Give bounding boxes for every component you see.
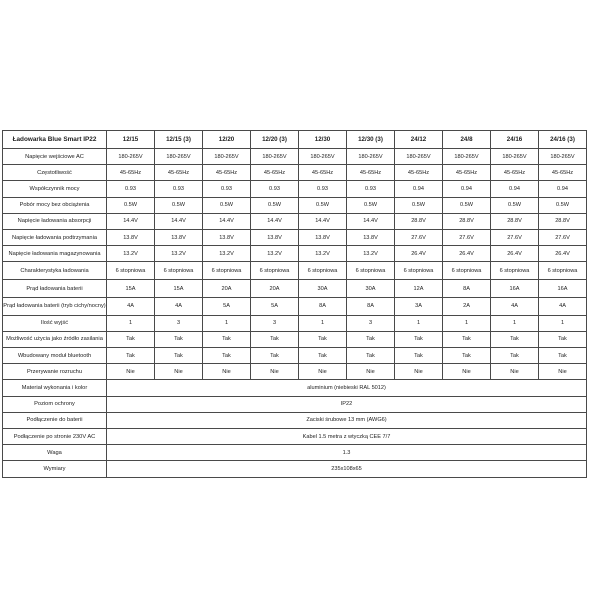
table-cell: Tak (539, 348, 587, 364)
merged-row (3, 396, 587, 412)
table-cell: 28.8V (443, 213, 491, 229)
table-cell: Tak (395, 331, 443, 347)
table-row (3, 280, 587, 298)
table-cell: 180-265V (203, 149, 251, 165)
table-cell: 180-265V (251, 149, 299, 165)
table-cell: 16A (491, 280, 539, 298)
table-cell: 5A (251, 297, 299, 315)
table-cell: 14.4V (155, 213, 203, 229)
table-cell: 45-65Hz (299, 165, 347, 181)
table-cell: 3 (155, 315, 203, 331)
table-cell: Tak (203, 331, 251, 347)
merged-cell: Zaciski śrubowe 13 mm (AWG6) (107, 412, 587, 428)
table-cell: 1 (395, 315, 443, 331)
table-cell: Tak (443, 331, 491, 347)
table-cell: 13.2V (155, 246, 203, 262)
table-cell: 15A (107, 280, 155, 298)
table-cell: 13.2V (347, 246, 395, 262)
table-cell: 5A (203, 297, 251, 315)
table-cell: 1 (203, 315, 251, 331)
model-header: 12/30 (299, 131, 347, 149)
row-label: Współczynnik mocy (3, 181, 107, 197)
table-cell: 0.94 (443, 181, 491, 197)
table-cell: 3A (395, 297, 443, 315)
table-cell: Tak (155, 331, 203, 347)
row-label: Przerywanie rozruchu (3, 364, 107, 380)
table-cell: 14.4V (299, 213, 347, 229)
table-cell: 0.5W (155, 197, 203, 213)
table-cell: 14.4V (251, 213, 299, 229)
table-cell: 0.5W (347, 197, 395, 213)
table-cell: Nie (347, 364, 395, 380)
table-cell: 6 stopniowa (155, 262, 203, 280)
table-cell: 20A (203, 280, 251, 298)
table-cell: 0.94 (491, 181, 539, 197)
table-cell: Tak (491, 331, 539, 347)
table-cell: 1 (491, 315, 539, 331)
table-cell: 0.93 (347, 181, 395, 197)
table-row (3, 213, 587, 229)
table-cell: 28.8V (491, 213, 539, 229)
table-cell: 14.4V (347, 213, 395, 229)
row-label: Ilość wyjść (3, 315, 107, 331)
table-cell: 30A (299, 280, 347, 298)
spec-table (2, 130, 587, 478)
merged-cell: 1.3 (107, 445, 587, 461)
table-cell: 13.2V (251, 246, 299, 262)
table-cell: 27.6V (539, 229, 587, 245)
table-cell: 45-65Hz (155, 165, 203, 181)
row-label: Napięcie ładowania absorpcji (3, 213, 107, 229)
table-cell: 0.93 (107, 181, 155, 197)
merged-cell: aluminium (niebieski RAL 5012) (107, 380, 587, 396)
row-label: Charakterystyka ładowania (3, 262, 107, 280)
header-row (3, 131, 587, 149)
row-label: Napięcie wejściowe AC (3, 149, 107, 165)
table-cell: 4A (491, 297, 539, 315)
table-cell: 16A (539, 280, 587, 298)
table-cell: Nie (155, 364, 203, 380)
table-cell: Tak (491, 348, 539, 364)
table-cell: 6 stopniowa (107, 262, 155, 280)
row-label: Pobór mocy bez obciążenia (3, 197, 107, 213)
table-cell: 45-65Hz (491, 165, 539, 181)
table-cell: 20A (251, 280, 299, 298)
table-cell: Tak (107, 331, 155, 347)
model-header: 12/15 (107, 131, 155, 149)
table-row (3, 181, 587, 197)
table-cell: Tak (443, 348, 491, 364)
table-cell: Tak (155, 348, 203, 364)
table-cell: 13.2V (107, 246, 155, 262)
table-cell: Nie (251, 364, 299, 380)
table-cell: Tak (347, 348, 395, 364)
table-cell: 6 stopniowa (299, 262, 347, 280)
table-row (3, 348, 587, 364)
table-cell: 30A (347, 280, 395, 298)
table-cell: Tak (347, 331, 395, 347)
table-cell: 26.4V (491, 246, 539, 262)
table-cell: 0.5W (107, 197, 155, 213)
table-cell: 180-265V (539, 149, 587, 165)
table-cell: 13.2V (299, 246, 347, 262)
row-label: Prąd ładowania baterii (tryb cichy/nocny) (3, 297, 107, 315)
table-cell: 180-265V (107, 149, 155, 165)
table-cell: 180-265V (347, 149, 395, 165)
table-cell: 0.5W (203, 197, 251, 213)
table-cell: Tak (539, 331, 587, 347)
table-cell: 2A (443, 297, 491, 315)
model-header: 12/30 (3) (347, 131, 395, 149)
table-cell: 13.2V (203, 246, 251, 262)
table-row (3, 197, 587, 213)
table-cell: 0.93 (203, 181, 251, 197)
table-cell: 6 stopniowa (251, 262, 299, 280)
table-cell: Tak (299, 348, 347, 364)
row-label: Podłączenie do baterii (3, 412, 107, 428)
table-cell: 0.93 (299, 181, 347, 197)
row-label: Prąd ładowania baterii (3, 280, 107, 298)
merged-row (3, 429, 587, 445)
table-row (3, 297, 587, 315)
table-cell: 45-65Hz (347, 165, 395, 181)
merged-cell: IP22 (107, 396, 587, 412)
table-cell: 6 stopniowa (491, 262, 539, 280)
table-cell: 27.6V (443, 229, 491, 245)
table-cell: 1 (107, 315, 155, 331)
table-cell: 0.94 (395, 181, 443, 197)
table-row (3, 165, 587, 181)
table-cell: 8A (347, 297, 395, 315)
table-cell: Nie (299, 364, 347, 380)
table-cell: 0.5W (539, 197, 587, 213)
table-cell: 6 stopniowa (443, 262, 491, 280)
row-label: Wbudowany moduł bluetooth (3, 348, 107, 364)
table-cell: 45-65Hz (203, 165, 251, 181)
table-row (3, 364, 587, 380)
table-cell: 45-65Hz (539, 165, 587, 181)
table-row (3, 246, 587, 262)
table-cell: 14.4V (203, 213, 251, 229)
table-cell: Nie (395, 364, 443, 380)
table-row (3, 315, 587, 331)
model-header: 24/8 (443, 131, 491, 149)
table-cell: 4A (539, 297, 587, 315)
model-header: 24/16 (3) (539, 131, 587, 149)
table-cell: 26.4V (395, 246, 443, 262)
table-row (3, 331, 587, 347)
table-cell: 13.8V (251, 229, 299, 245)
table-cell: 0.5W (251, 197, 299, 213)
table-cell: 1 (443, 315, 491, 331)
table-cell: 1 (299, 315, 347, 331)
table-cell: 0.5W (299, 197, 347, 213)
table-cell: 8A (299, 297, 347, 315)
row-label: Podłączenie po stronie 230V AC (3, 429, 107, 445)
model-header: 24/16 (491, 131, 539, 149)
row-label: Napięcie ładowania podtrzymania (3, 229, 107, 245)
table-cell: 13.8V (347, 229, 395, 245)
table-cell: 28.8V (395, 213, 443, 229)
merged-row (3, 380, 587, 396)
row-label: Możliwość użycia jako źródło zasilania (3, 331, 107, 347)
table-cell: 3 (347, 315, 395, 331)
model-header: 12/20 (3) (251, 131, 299, 149)
table-cell: 6 stopniowa (347, 262, 395, 280)
table-cell: 6 stopniowa (539, 262, 587, 280)
table-cell: Nie (107, 364, 155, 380)
table-cell: Tak (251, 348, 299, 364)
table-cell: Tak (395, 348, 443, 364)
table-cell: 0.93 (251, 181, 299, 197)
merged-cell: Kabel 1.5 metra z wtyczką CEE 7/7 (107, 429, 587, 445)
row-label: Waga (3, 445, 107, 461)
table-cell: 15A (155, 280, 203, 298)
table-cell: Nie (491, 364, 539, 380)
row-label: Wymiary (3, 461, 107, 477)
table-cell: 13.8V (299, 229, 347, 245)
table-cell: 0.93 (155, 181, 203, 197)
row-label: Napięcie ładowania magazynowania (3, 246, 107, 262)
table-cell: 3 (251, 315, 299, 331)
model-header: 24/12 (395, 131, 443, 149)
merged-row (3, 461, 587, 477)
table-cell: Tak (251, 331, 299, 347)
table-cell: 45-65Hz (443, 165, 491, 181)
table-cell: Tak (299, 331, 347, 347)
merged-row (3, 445, 587, 461)
table-cell: Nie (203, 364, 251, 380)
table-cell: 0.5W (491, 197, 539, 213)
table-row (3, 262, 587, 280)
table-cell: 1 (539, 315, 587, 331)
table-cell: 4A (155, 297, 203, 315)
table-cell: 0.5W (395, 197, 443, 213)
table-cell: 180-265V (395, 149, 443, 165)
table-cell: 0.5W (443, 197, 491, 213)
table-cell: 26.4V (539, 246, 587, 262)
model-header: 12/15 (3) (155, 131, 203, 149)
table-cell: Tak (107, 348, 155, 364)
table-cell: 180-265V (443, 149, 491, 165)
table-cell: 13.8V (155, 229, 203, 245)
table-cell: 180-265V (491, 149, 539, 165)
table-cell: 13.8V (203, 229, 251, 245)
row-label: Poziom ochrony (3, 396, 107, 412)
table-cell: 45-65Hz (107, 165, 155, 181)
table-cell: 4A (107, 297, 155, 315)
table-cell: 8A (443, 280, 491, 298)
table-row (3, 229, 587, 245)
table-cell: 27.6V (395, 229, 443, 245)
table-cell: Nie (539, 364, 587, 380)
table-cell: 27.6V (491, 229, 539, 245)
table-cell: 14.4V (107, 213, 155, 229)
table-cell: 180-265V (155, 149, 203, 165)
table-cell: Nie (443, 364, 491, 380)
table-cell: 0.94 (539, 181, 587, 197)
merged-cell: 235x108x65 (107, 461, 587, 477)
table-title: Ładowarka Blue Smart IP22 (3, 131, 107, 149)
model-header: 12/20 (203, 131, 251, 149)
table-cell: 12A (395, 280, 443, 298)
table-cell: 45-65Hz (395, 165, 443, 181)
table-cell: 180-265V (299, 149, 347, 165)
table-cell: 28.8V (539, 213, 587, 229)
row-label: Częstotliwość (3, 165, 107, 181)
table-cell: Tak (203, 348, 251, 364)
table-row (3, 149, 587, 165)
table-cell: 6 stopniowa (395, 262, 443, 280)
table-cell: 45-65Hz (251, 165, 299, 181)
table-cell: 6 stopniowa (203, 262, 251, 280)
merged-row (3, 412, 587, 428)
table-cell: 13.8V (107, 229, 155, 245)
spec-body (3, 149, 587, 478)
table-cell: 26.4V (443, 246, 491, 262)
row-label: Materiał wykonania i kolor (3, 380, 107, 396)
